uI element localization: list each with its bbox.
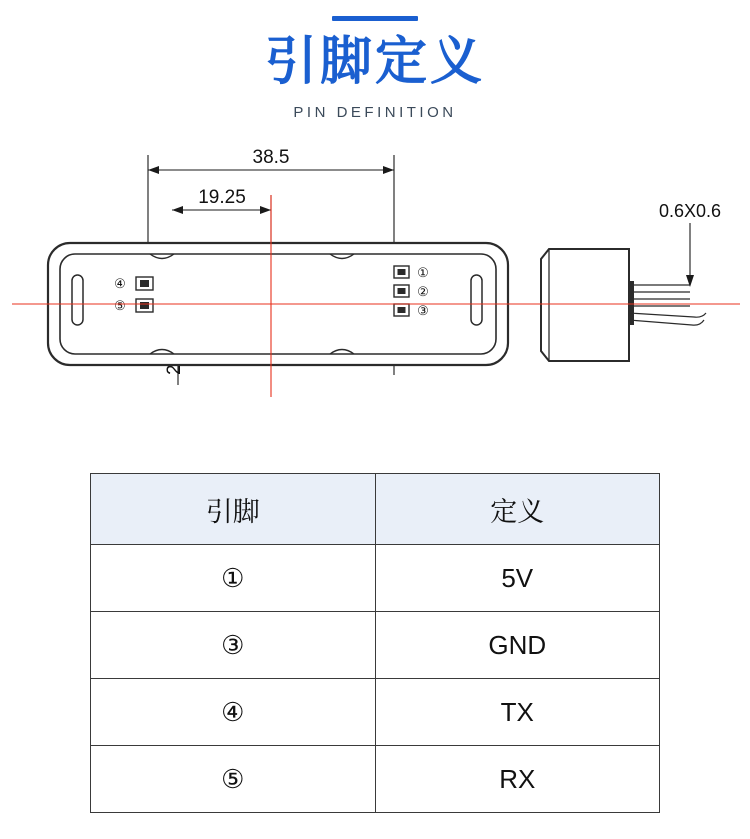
- pin-marker-2: ②: [417, 283, 429, 299]
- pin-marker-3: ③: [417, 302, 429, 318]
- table-cell-pin: ⑤: [91, 746, 376, 813]
- module-side-view: [541, 249, 706, 361]
- table-row: [91, 679, 660, 746]
- callout-label-pad-size: 0.6X0.6: [658, 200, 722, 221]
- callout-pad-size: [686, 223, 694, 287]
- table-row: [91, 746, 660, 813]
- pin-definition-drawing: [0, 135, 750, 435]
- side-view-body: [541, 249, 629, 361]
- drawing-canvas: [0, 135, 750, 435]
- table-header-definition: 定义: [375, 474, 660, 545]
- table-cell-pin: ④: [91, 679, 376, 746]
- mounting-slot-right: [471, 275, 482, 325]
- mounting-slot-left: [72, 275, 83, 325]
- dimension-label-half-width: 19.25: [198, 186, 246, 208]
- pad-group-right: [394, 266, 409, 316]
- table-header-row: [91, 474, 660, 545]
- page-header: [0, 0, 750, 121]
- table-row: [91, 612, 660, 679]
- table-cell-definition: TX: [375, 679, 660, 746]
- table-row: [91, 545, 660, 612]
- table-cell-definition: 5V: [375, 545, 660, 612]
- header-accent-rule: [332, 16, 418, 21]
- dimension-label-overall-width: 38.5: [252, 146, 290, 168]
- page-title: 引脚定义: [264, 33, 485, 91]
- pin-definition-table: [90, 473, 660, 813]
- pin-marker-4: ④: [114, 275, 126, 291]
- table-cell-definition: GND: [375, 612, 660, 679]
- table-cell-pin: ③: [91, 612, 376, 679]
- pin-marker-1: ①: [417, 264, 429, 280]
- table-header-pin: 引脚: [91, 474, 376, 545]
- side-view-pin-bundle: [629, 285, 706, 325]
- side-view-connector-block: [629, 281, 634, 325]
- page-subtitle: PIN DEFINITION: [293, 103, 457, 121]
- table-cell-definition: RX: [375, 746, 660, 813]
- pin-marker-5: ⑤: [114, 297, 126, 313]
- table-cell-pin: ①: [91, 545, 376, 612]
